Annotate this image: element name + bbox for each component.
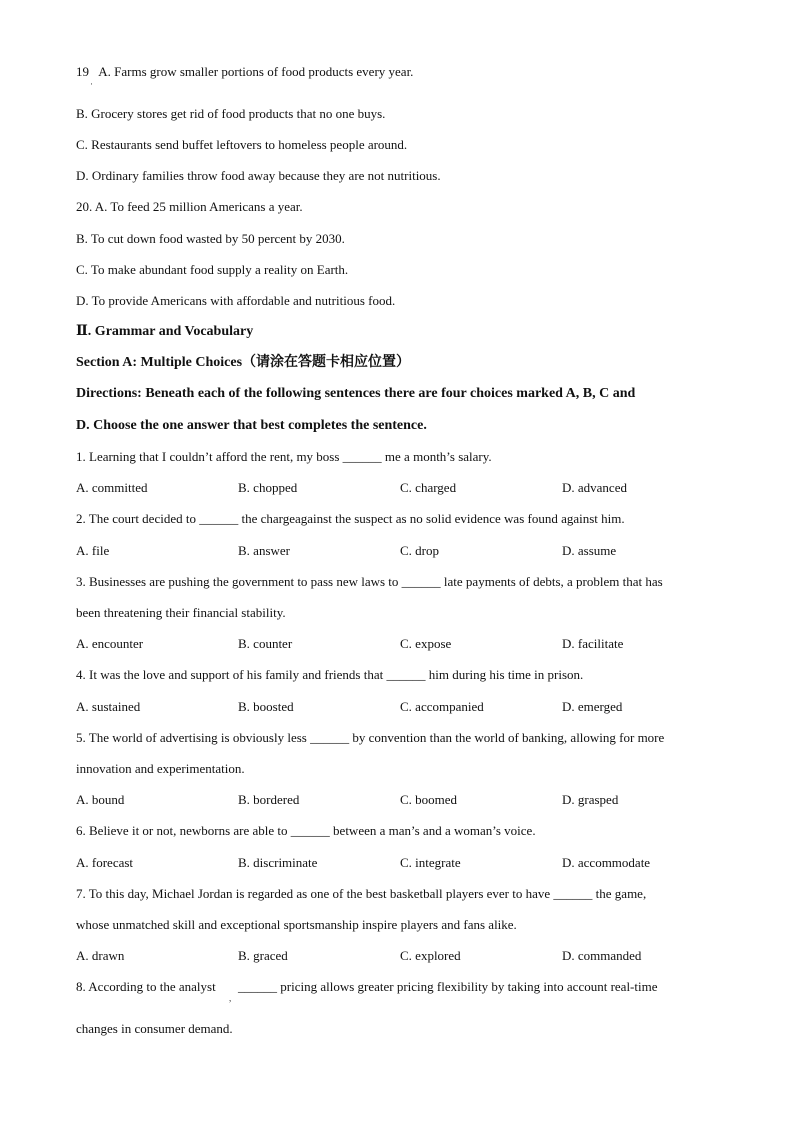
q20-option-d: D. To provide Americans with affordable and nutritious food. — [76, 293, 396, 308]
question-2-stem: 2. The court decided to ______ the chargeagainst the suspect as no solid evidence was found against him. — [76, 511, 625, 526]
directions-line-2: D. Choose the one answer that best completes the sentence. — [76, 418, 427, 433]
question-5-stem-line-1: 5. The world of advertising is obviously less ______ by convention than the world of banking, allowing for more — [76, 730, 665, 745]
q19-option-c: C. Restaurants send buffet leftovers to homeless people around. — [76, 137, 408, 152]
question-4-option-a: A. sustained — [76, 699, 141, 714]
question-3-option-d: D. facilitate — [562, 636, 624, 651]
question-3-option-a: A. encounter — [76, 636, 144, 651]
q19-number: 19 — [76, 64, 89, 79]
q20-option-b: B. To cut down food wasted by 50 percent by 2030. — [76, 231, 345, 246]
question-8-stem-part-1: 8. According to the analyst — [76, 979, 216, 994]
question-5-option-a: A. bound — [76, 792, 125, 807]
question-5-option-c: C. boomed — [400, 792, 458, 807]
question-6-option-d: D. accommodate — [562, 855, 651, 870]
question-1-stem: 1. Learning that I couldn’t afford the rent, my boss ______ me a month’s salary. — [76, 449, 492, 464]
question-1-option-a: A. committed — [76, 480, 148, 495]
section-heading: Ⅱ. Grammar and Vocabulary — [76, 324, 254, 339]
question-2-option-d: D. assume — [562, 543, 617, 558]
section-sub-heading: Section A: Multiple Choices（请涂在答题卡相应位置） — [76, 355, 411, 370]
question-2-option-a: A. file — [76, 543, 110, 558]
q20-option-c: C. To make abundant food supply a reality on Earth. — [76, 262, 349, 277]
question-2-option-c: C. drop — [400, 543, 439, 558]
question-4-stem: 4. It was the love and support of his family and friends that ______ him during his time in prison. — [76, 667, 584, 682]
question-4-option-d: D. emerged — [562, 699, 623, 714]
question-7-stem-line-2: whose unmatched skill and exceptional sportsmanship inspire players and fans alike. — [76, 917, 517, 932]
question-2-option-b: B. answer — [238, 543, 290, 558]
question-7-option-d: D. commanded — [562, 948, 642, 963]
question-7-option-c: C. explored — [400, 948, 461, 963]
stray-mark: , — [229, 993, 232, 1003]
q19-option-d: D. Ordinary families throw food away because they are not nutritious. — [76, 168, 441, 183]
question-3-option-b: B. counter — [238, 636, 293, 651]
q20-option-a: 20. A. To feed 25 million Americans a year. — [76, 199, 303, 214]
question-5-stem-line-2: innovation and experimentation. — [76, 761, 245, 776]
q19-option-b: B. Grocery stores get rid of food products that no one buys. — [76, 106, 386, 121]
question-5-option-d: D. grasped — [562, 792, 619, 807]
question-4-option-b: B. boosted — [238, 699, 294, 714]
question-6-option-b: B. discriminate — [238, 855, 318, 870]
q19-option-a-line — [76, 64, 413, 80]
question-6-option-c: C. integrate — [400, 855, 461, 870]
question-7-stem-line-1: 7. To this day, Michael Jordan is regarded as one of the best basketball players ever to have ______ the game, — [76, 886, 647, 901]
question-7-option-a: A. drawn — [76, 948, 125, 963]
directions-line-1: Directions: Beneath each of the following sentences there are four choices marked A, B, C and — [76, 386, 636, 401]
question-1-option-d: D. advanced — [562, 480, 627, 495]
question-1-option-b: B. chopped — [238, 480, 298, 495]
stray-mark: · — [90, 79, 93, 89]
question-6-stem: 6. Believe it or not, newborns are able to ______ between a man’s and a woman’s voice. — [76, 823, 536, 838]
question-8-stem-line-2: changes in consumer demand. — [76, 1021, 233, 1036]
question-3-stem-line-1: 3. Businesses are pushing the government to pass new laws to ______ late payments of debts, a problem that has — [76, 574, 663, 589]
question-6-option-a: A. forecast — [76, 855, 134, 870]
question-8-stem-part-2: ______ pricing allows greater pricing flexibility by taking into account real-time — [238, 979, 658, 994]
question-5-option-b: B. bordered — [238, 792, 300, 807]
question-1-option-c: C. charged — [400, 480, 457, 495]
question-4-option-c: C. accompanied — [400, 699, 484, 714]
q19-option-a: A. Farms grow smaller portions of food products every year. — [98, 64, 414, 79]
question-3-option-c: C. expose — [400, 636, 452, 651]
question-7-option-b: B. graced — [238, 948, 288, 963]
question-3-stem-line-2: been threatening their financial stability. — [76, 605, 286, 620]
